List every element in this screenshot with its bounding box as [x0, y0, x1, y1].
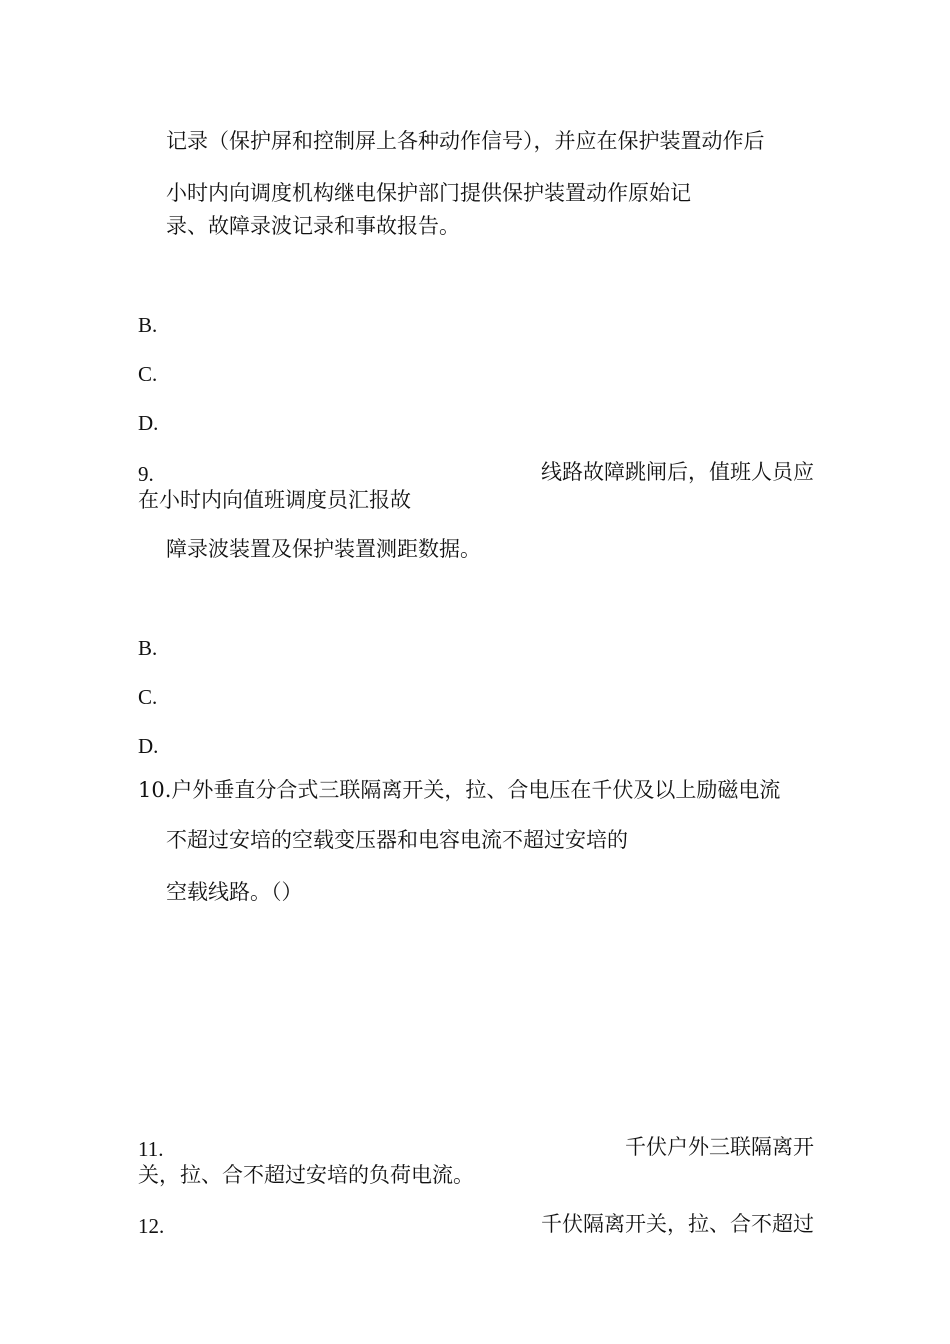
- option-d-label: D.: [138, 734, 159, 758]
- option-c-label: C.: [138, 362, 158, 386]
- question-number: 9.: [138, 462, 154, 486]
- question-text: 不超过安培的空载变压器和电容电流不超过安培的: [166, 828, 628, 852]
- question-text: 线路故障跳闸后，值班人员应: [541, 460, 814, 484]
- question-number: 12.: [138, 1214, 165, 1238]
- question-text: 关，拉、合不超过安培的负荷电流。: [138, 1163, 474, 1187]
- question-text: 千伏隔离开关，拉、合不超过: [541, 1212, 814, 1236]
- option-b-label: B.: [138, 636, 158, 660]
- question-text: 千伏户外三联隔离开: [625, 1135, 814, 1159]
- question-number: 11.: [138, 1137, 164, 1161]
- paragraph-line: 记录（保护屏和控制屏上各种动作信号），并应在保护装置动作后: [166, 129, 765, 153]
- question-text: 障录波装置及保护装置测距数据。: [166, 537, 481, 561]
- paragraph-line: 录、故障录波记录和事故报告。: [166, 214, 460, 238]
- paragraph-line: 小时内向调度机构继电保护部门提供保护装置动作原始记: [166, 181, 691, 205]
- question-text: 在小时内向值班调度员汇报故: [138, 488, 411, 512]
- option-d-label: D.: [138, 411, 159, 435]
- question-text: 空载线路。（）: [166, 880, 303, 904]
- option-c-label: C.: [138, 685, 158, 709]
- option-b-label: B.: [138, 313, 158, 337]
- question-text: 10.户外垂直分合式三联隔离开关，拉、合电压在千伏及以上励磁电流: [138, 778, 781, 802]
